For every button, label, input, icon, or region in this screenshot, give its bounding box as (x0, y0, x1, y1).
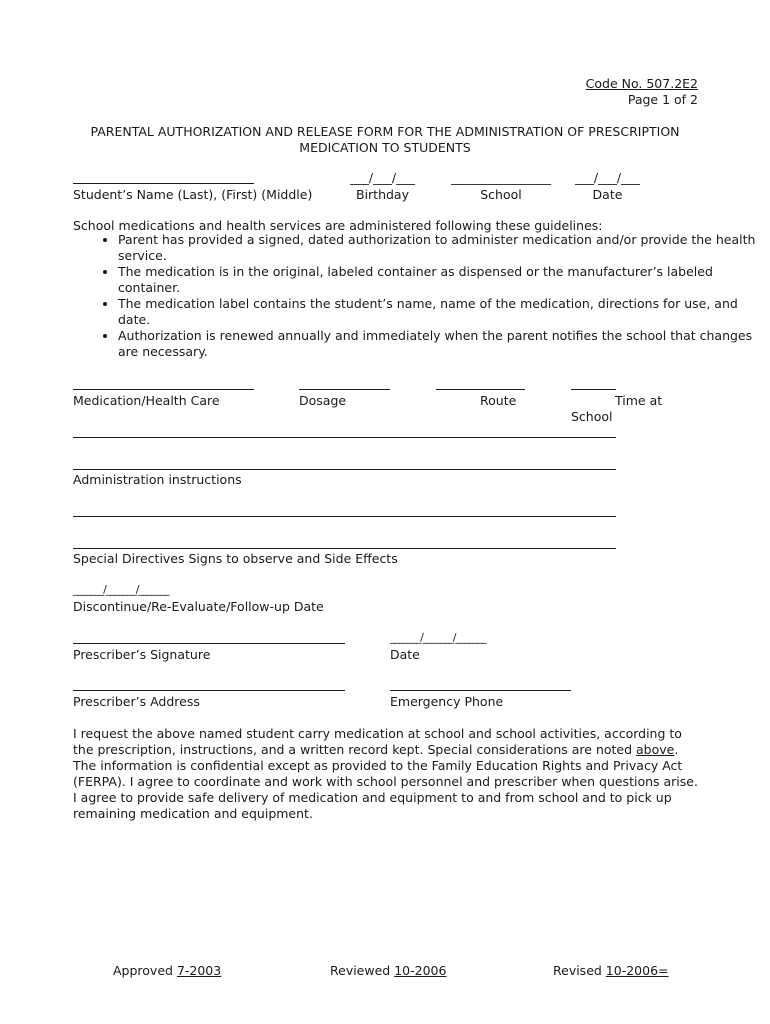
page-number: Page 1 of 2 (627, 92, 698, 107)
route-line[interactable] (436, 389, 525, 390)
school-time-label: School (571, 409, 613, 424)
guideline-item: • Authorization is renewed annually and immediately when the parent notifies the school that changes are necessary. (118, 328, 758, 360)
medication-label: Medication/Health Care (73, 393, 220, 408)
prescriber-signature-label: Prescriber’s Signature (73, 647, 211, 662)
date-label: Date (592, 187, 623, 202)
time-at-label: Time at (615, 393, 663, 408)
consent-paragraph: I request the above named student carry medication at school and school activities, according to the prescription, instructions, and a written record kept. Special considerations are noted above. The information is confidential except as provided to the Family Education Rights and Privacy Act (FERPA). I agree to coordinate and work with school personnel and prescriber when questions arise. I agree to provide safe delivery of medication and equipment to and from school and to pick up remaining medication and equipment. (73, 726, 698, 821)
special-directives-line-2[interactable] (73, 548, 616, 549)
prescriber-signature-line[interactable] (73, 643, 345, 644)
date-blank[interactable]: ___/___/___ (575, 170, 640, 185)
prescriber-date-label: Date (390, 647, 420, 662)
form-title-line2: MEDICATION TO STUDENTS (299, 140, 471, 155)
prescriber-address-line[interactable] (73, 690, 345, 691)
prescriber-date-blank[interactable]: _______/_______/_______ (390, 631, 486, 644)
form-title-line1: PARENTAL AUTHORIZATION AND RELEASE FORM FOR THE ADMINISTRATION OF PRESCRIPTION (90, 124, 680, 139)
discontinue-date-label: Discontinue/Re-Evaluate/Follow-up Date (73, 599, 324, 614)
guidelines-intro: School medications and health services are administered following these guidelines: (73, 218, 603, 233)
birthday-label: Birthday (355, 187, 409, 202)
medication-line[interactable] (73, 389, 254, 390)
student-name-line[interactable] (73, 183, 254, 184)
student-name-label: Student’s Name (Last), (First) (Middle) (73, 187, 313, 202)
special-directives-label: Special Directives Signs to observe and Side Effects (73, 551, 398, 566)
guideline-item: • Parent has provided a signed, dated authorization to administer medication and/or provide the health service. (118, 232, 758, 264)
emergency-phone-label: Emergency Phone (390, 694, 504, 709)
admin-instructions-line-2[interactable] (73, 469, 616, 470)
prescriber-address-label: Prescriber’s Address (73, 694, 200, 709)
birthday-blank[interactable]: ___/___/___ (350, 170, 415, 185)
above-link: above (636, 742, 675, 757)
school-label: School (480, 187, 522, 202)
emergency-phone-line[interactable] (390, 690, 571, 691)
guideline-item: • The medication is in the original, labeled container as dispensed or the manufacturer’s labeled container. (118, 264, 758, 296)
dosage-label: Dosage (299, 393, 347, 408)
revised-date: Revised 10-2006= (553, 963, 669, 978)
time-at-school-line[interactable] (571, 389, 616, 390)
admin-instructions-line-1[interactable] (73, 437, 616, 438)
special-directives-line-1[interactable] (73, 516, 616, 517)
discontinue-date-blank[interactable]: _______/_______/_______ (73, 583, 169, 596)
guidelines-list (73, 232, 758, 360)
dosage-line[interactable] (299, 389, 390, 390)
reviewed-date: Reviewed 10-2006 (330, 963, 447, 978)
route-label: Route (480, 393, 517, 408)
school-blank[interactable]: ________________ (451, 170, 551, 185)
code-number: Code No. 507.2E2 (585, 76, 698, 91)
approved-date: Approved 7-2003 (113, 963, 222, 978)
guideline-item: • The medication label contains the student’s name, name of the medication, directions for use, and date. (118, 296, 758, 328)
admin-instructions-label: Administration instructions (73, 472, 242, 487)
